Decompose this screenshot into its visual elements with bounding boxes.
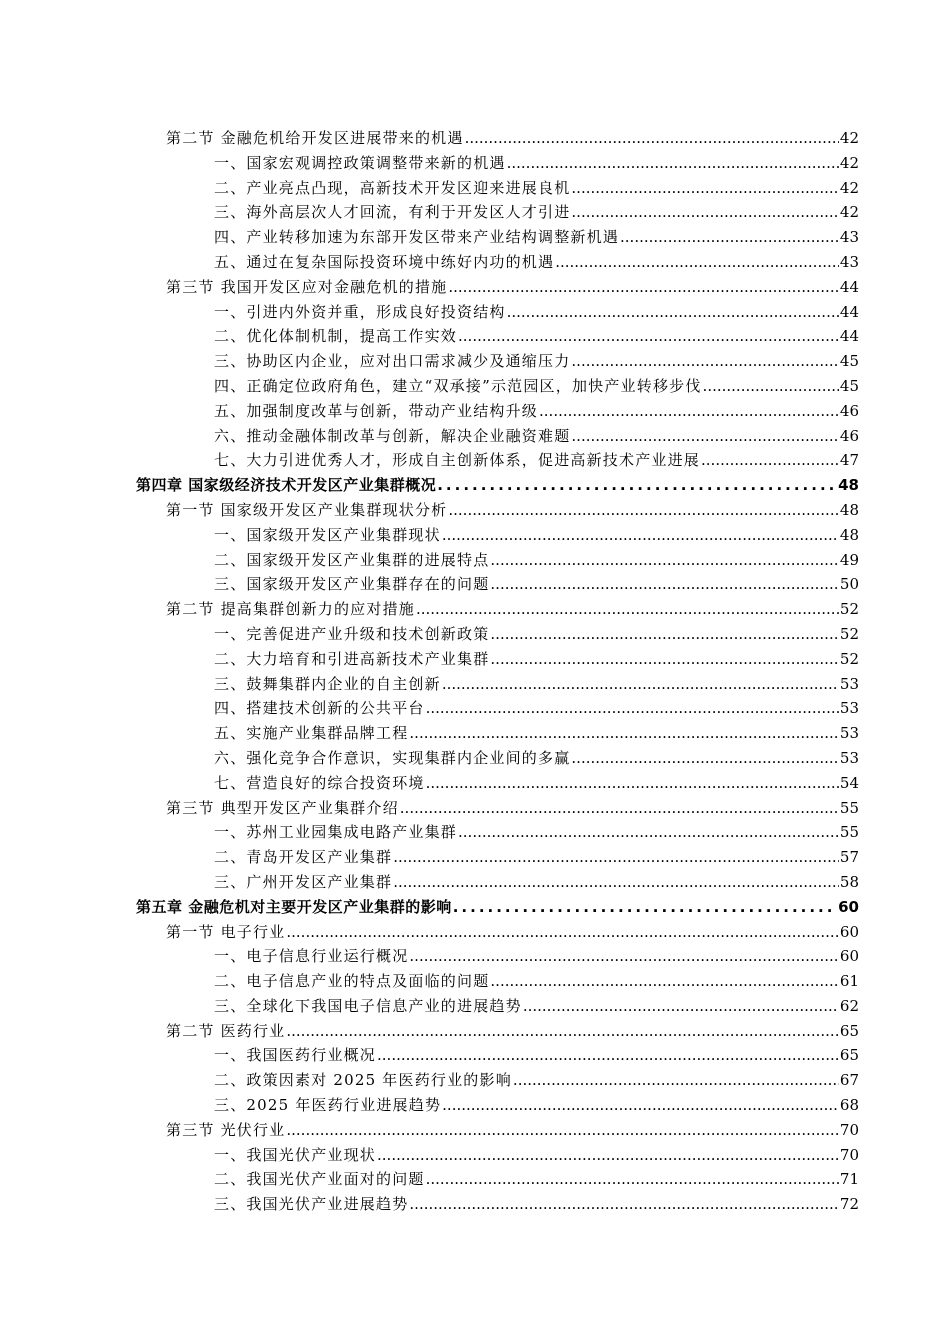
toc-entry-title: 一、电子信息行业运行概况 [214,947,409,966]
toc-entry-title: 第一节 电子行业 [166,922,286,941]
toc-entry-title: 四、产业转移加速为东部开发区带来产业结构调整新机遇 [214,228,620,247]
toc-page-number: 44 [839,277,859,296]
toc-page-number: 70 [839,1145,859,1164]
toc-subsection-entry[interactable] [214,721,859,746]
toc-entry-title: 三、国家级开发区产业集群存在的问题 [214,575,490,594]
toc-dot-leader [400,796,839,821]
toc-page-number: 43 [839,252,859,271]
toc-section-entry[interactable] [166,796,859,821]
toc-entry-title: 一、国家宏观调控政策调整带来新的机遇 [214,153,506,172]
toc-entry-title: 三、协助区内企业，应对出口需求减少及通缩压力 [214,352,571,371]
toc-subsection-entry[interactable] [214,820,859,845]
toc-subsection-entry[interactable] [214,324,859,349]
toc-entry-title: 二、我国光伏产业面对的问题 [214,1170,425,1189]
toc-subsection-entry[interactable] [214,672,859,697]
toc-chapter-entry[interactable] [136,473,859,498]
toc-dot-leader [409,721,839,746]
toc-entry-title: 第三节 我国开发区应对金融危机的措施 [166,277,448,296]
toc-subsection-entry[interactable] [214,300,859,325]
toc-dot-leader [377,1143,839,1168]
toc-entry-title: 二、电子信息产业的特点及面临的问题 [214,972,490,991]
toc-subsection-entry[interactable] [214,548,859,573]
toc-entry-title: 二、产业亮点凸现，高新技术开发区迎来进展良机 [214,178,571,197]
toc-page-number: 53 [839,748,859,767]
toc-page-number: 43 [839,228,859,247]
toc-dot-leader [458,324,839,349]
toc-page-number: 48 [839,500,859,519]
toc-entry-title: 三、广州开发区产业集群 [214,872,393,891]
toc-page-number: 71 [839,1170,859,1189]
toc-page-number: 67 [839,1071,859,1090]
toc-dot-leader [507,300,839,325]
toc-dot-leader [490,622,839,647]
toc-dot-leader [426,1167,839,1192]
toc-page-number: 62 [839,996,859,1015]
toc-page-number: 42 [839,178,859,197]
toc-dot-leader [448,275,839,300]
toc-page-number: 53 [839,724,859,743]
toc-page-number: 49 [839,550,859,569]
toc-dot-leader [409,1192,839,1217]
toc-subsection-entry[interactable] [214,200,859,225]
toc-subsection-entry[interactable] [214,1167,859,1192]
toc-entry-title: 三、海外高层次人才回流，有利于开发区人才引进 [214,203,571,222]
toc-page-number: 68 [839,1096,859,1115]
toc-page-number: 42 [839,129,859,147]
toc-page-number: 46 [839,426,859,445]
toc-entry-title: 四、搭建技术创新的公共平台 [214,699,425,718]
toc-entry-title: 一、国家级开发区产业集群现状 [214,525,441,544]
toc-page-number: 65 [839,1046,859,1065]
toc-entry-title: 一、我国光伏产业现状 [214,1145,377,1164]
toc-dot-leader [286,1118,839,1143]
toc-entry-title: 第五章 金融危机对主要开发区产业集群的影响 [136,897,452,916]
toc-page-number: 53 [839,674,859,693]
toc-entry-title: 二、国家级开发区产业集群的进展特点 [214,550,490,569]
toc-page-number: 58 [839,872,859,891]
toc-page-number: 46 [839,401,859,420]
toc-entry-title: 第三节 典型开发区产业集群介绍 [166,798,399,817]
toc-dot-leader [448,498,839,523]
toc-entry-title: 七、营造良好的综合投资环境 [214,773,425,792]
toc-dot-leader [555,250,839,275]
toc-page-number: 45 [839,376,859,395]
toc-entry-title: 五、加强制度改革与创新，带动产业结构升级 [214,401,539,420]
toc-dot-leader [437,473,837,498]
toc-entry-title: 第四章 国家级经济技术开发区产业集群概况 [136,476,437,495]
toc-dot-leader [442,672,839,697]
table-of-contents [0,126,950,1217]
toc-entry-title: 第二节 提高集群创新力的应对措施 [166,600,415,619]
toc-subsection-entry[interactable] [214,944,859,969]
toc-entry-title: 二、优化体制机制，提高工作实效 [214,327,458,346]
toc-page-number: 60 [838,897,859,916]
toc-subsection-entry[interactable] [214,994,859,1019]
toc-subsection-entry[interactable] [214,1093,859,1118]
toc-page-number: 48 [839,525,859,544]
toc-section-entry[interactable] [166,1019,859,1044]
toc-subsection-entry[interactable] [214,1143,859,1168]
toc-dot-leader [571,176,839,201]
toc-dot-leader [286,920,839,945]
toc-dot-leader [393,845,839,870]
toc-subsection-entry[interactable] [214,1192,859,1217]
toc-entry-title: 五、通过在复杂国际投资环境中练好内功的机遇 [214,252,555,271]
toc-entry-title: 六、推动金融体制改革与创新，解决企业融资难题 [214,426,571,445]
toc-subsection-entry[interactable] [214,250,859,275]
toc-dot-leader [286,1019,839,1044]
toc-dot-leader [701,448,839,473]
toc-page-number: 44 [839,302,859,321]
toc-page-number: 48 [838,476,859,495]
toc-entry-title: 二、大力培育和引进高新技术产业集群 [214,649,490,668]
toc-subsection-entry[interactable] [214,622,859,647]
toc-dot-leader [393,870,839,895]
toc-entry-title: 一、完善促进产业升级和技术创新政策 [214,624,490,643]
toc-page-number: 42 [839,203,859,222]
toc-entry-title: 一、苏州工业园集成电路产业集群 [214,823,458,842]
toc-dot-leader [571,746,839,771]
toc-subsection-entry[interactable] [214,448,859,473]
toc-subsection-entry[interactable] [214,424,859,449]
toc-entry-title: 第三节 光伏行业 [166,1120,286,1139]
toc-entry-title: 第二节 医药行业 [166,1021,286,1040]
toc-dot-leader [490,647,839,672]
toc-subsection-entry[interactable] [214,176,859,201]
toc-dot-leader [453,895,837,920]
toc-subsection-entry[interactable] [214,870,859,895]
toc-subsection-entry[interactable] [214,572,859,597]
toc-subsection-entry[interactable] [214,1043,859,1068]
toc-page-number: 65 [839,1021,859,1040]
toc-entry-title: 二、政策因素对 2025 年医药行业的影响 [214,1071,512,1090]
toc-dot-leader [490,572,839,597]
toc-page-number: 50 [839,575,859,594]
toc-page-number: 72 [839,1195,859,1214]
toc-dot-leader [571,424,839,449]
toc-entry-title: 三、2025 年医药行业进展趋势 [214,1096,442,1115]
toc-page-number: 52 [839,649,859,668]
toc-page-number: 44 [839,327,859,346]
toc-entry-title: 七、大力引进优秀人才，形成自主创新体系，促进高新技术产业进展 [214,451,701,470]
toc-subsection-entry[interactable] [214,151,859,176]
toc-page-number: 57 [839,848,859,867]
toc-subsection-entry[interactable] [214,399,859,424]
toc-page-number: 60 [839,947,859,966]
toc-page-number: 45 [839,352,859,371]
toc-page-number: 61 [839,972,859,991]
toc-dot-leader [458,820,839,845]
toc-subsection-entry[interactable] [214,349,859,374]
toc-page-number: 53 [839,699,859,718]
toc-entry-title: 二、青岛开发区产业集群 [214,848,393,867]
toc-dot-leader [465,126,839,151]
toc-dot-leader [507,151,839,176]
toc-dot-leader [377,1043,839,1068]
toc-page-number: 70 [839,1120,859,1139]
toc-section-entry[interactable] [166,498,859,523]
toc-page-number: 60 [839,922,859,941]
toc-subsection-entry[interactable] [214,746,859,771]
toc-entry-title: 一、我国医药行业概况 [214,1046,377,1065]
toc-subsection-entry[interactable] [214,647,859,672]
toc-page-number: 55 [839,823,859,842]
toc-dot-leader [523,994,839,1019]
toc-subsection-entry[interactable] [214,845,859,870]
toc-dot-leader [426,696,839,721]
toc-dot-leader [571,200,839,225]
toc-entry-title: 四、正确定位政府角色，建立“双承接”示范园区，加快产业转移步伐 [214,376,702,395]
toc-page-number: 55 [839,798,859,817]
toc-dot-leader [426,771,839,796]
toc-entry-title: 三、我国光伏产业进展趋势 [214,1195,409,1214]
toc-subsection-entry[interactable] [214,1068,859,1093]
toc-section-entry[interactable] [166,275,859,300]
toc-dot-leader [539,399,839,424]
toc-entry-title: 三、全球化下我国电子信息产业的进展趋势 [214,996,522,1015]
toc-entry-title: 第二节 金融危机给开发区进展带来的机遇 [166,129,464,147]
toc-chapter-entry[interactable] [136,895,859,920]
toc-dot-leader [416,597,839,622]
toc-dot-leader [571,349,839,374]
toc-dot-leader [442,523,839,548]
toc-subsection-entry[interactable] [214,771,859,796]
toc-dot-leader [620,225,839,250]
toc-dot-leader [490,548,839,573]
toc-page-number: 47 [839,451,859,470]
toc-dot-leader [703,374,839,399]
toc-entry-title: 五、实施产业集群品牌工程 [214,724,409,743]
toc-page-number: 52 [839,600,859,619]
toc-dot-leader [442,1093,839,1118]
toc-subsection-entry[interactable] [214,523,859,548]
toc-section-entry[interactable] [166,920,859,945]
toc-dot-leader [490,969,839,994]
toc-dot-leader [409,944,839,969]
toc-page-number: 42 [839,153,859,172]
toc-page-number: 54 [839,773,859,792]
toc-page-number: 52 [839,624,859,643]
toc-entry-title: 三、鼓舞集群内企业的自主创新 [214,674,441,693]
toc-section-entry[interactable] [166,1118,859,1143]
toc-subsection-entry[interactable] [214,374,859,399]
toc-entry-title: 第一节 国家级开发区产业集群现状分析 [166,500,448,519]
toc-section-entry[interactable] [166,597,859,622]
toc-entry-title: 六、强化竞争合作意识，实现集群内企业间的多赢 [214,748,571,767]
toc-subsection-entry[interactable] [214,969,859,994]
toc-section-entry[interactable] [166,126,859,151]
toc-subsection-entry[interactable] [214,225,859,250]
toc-dot-leader [513,1068,839,1093]
toc-entry-title: 一、引进内外资并重，形成良好投资结构 [214,302,506,321]
toc-subsection-entry[interactable] [214,696,859,721]
